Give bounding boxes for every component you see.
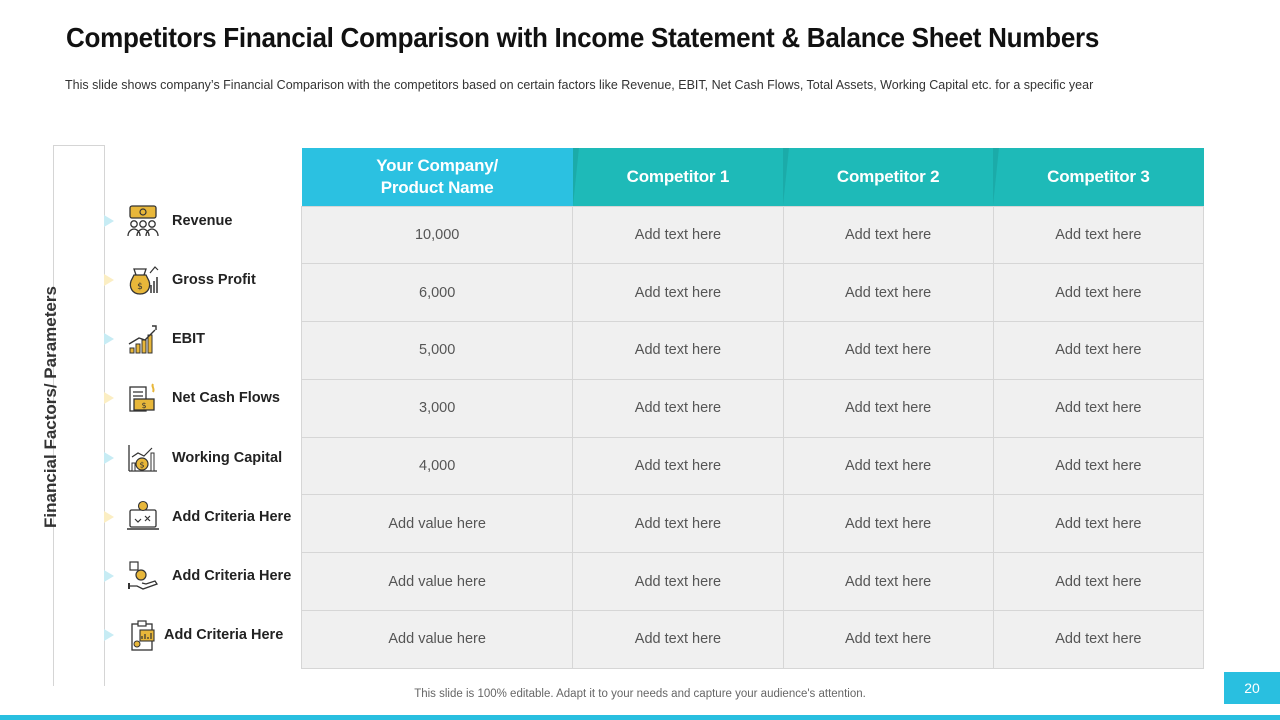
svg-text:$: $	[141, 401, 147, 410]
capital-chart-icon	[126, 441, 160, 475]
cash-flow-icon	[126, 381, 160, 415]
svg-text:$: $	[139, 460, 145, 470]
cell-your-company: 3,000	[302, 379, 573, 437]
factor-gross-profit	[100, 260, 300, 300]
page-subtitle: This slide shows company’s Financial Comparison with the competitors based on certain factors like Revenue, EBIT, Net Cash Flows, Total Assets, Working Capital etc. for a specific year	[65, 78, 1094, 92]
factors-axis-label: Financial Factors/ Parameters	[41, 286, 60, 528]
cell-competitor-1: Add text here	[573, 264, 783, 322]
page-number: 20	[1224, 672, 1280, 704]
report-icon	[126, 618, 160, 652]
cell-competitor-3: Add text here	[993, 611, 1203, 669]
cell-competitor-2: Add text here	[783, 206, 993, 264]
comparison-table	[301, 148, 1204, 669]
revenue-icon	[126, 204, 160, 238]
cell-your-company: 4,000	[302, 437, 573, 495]
factor-net-cash-flows	[100, 378, 300, 418]
factor-label: Working Capital	[172, 450, 283, 466]
factor-criteria-3	[100, 615, 300, 655]
table-row	[302, 379, 1204, 437]
cell-competitor-1: Add text here	[573, 379, 783, 437]
header-line: Product Name	[380, 177, 494, 197]
factor-ebit	[100, 319, 300, 359]
cell-competitor-2: Add text here	[783, 379, 993, 437]
factor-criteria-1	[100, 497, 300, 537]
table-header-row	[302, 148, 1204, 206]
header-your-company	[302, 148, 573, 206]
cell-competitor-2: Add text here	[783, 322, 993, 380]
header-competitor-2: Competitor 2	[783, 148, 993, 206]
table-row	[302, 322, 1204, 380]
cell-competitor-1: Add text here	[573, 553, 783, 611]
factor-label: Revenue	[172, 213, 233, 229]
table-row	[302, 553, 1204, 611]
cell-competitor-2: Add text here	[783, 553, 993, 611]
cell-competitor-3: Add text here	[993, 553, 1203, 611]
cell-your-company: Add value here	[302, 495, 573, 553]
cell-competitor-1: Add text here	[573, 611, 783, 669]
cell-competitor-3: Add text here	[993, 495, 1203, 553]
money-bag-icon	[126, 263, 160, 297]
factor-label: Net Cash Flows	[172, 390, 280, 406]
marker-icon	[104, 570, 114, 582]
factor-label: EBIT	[172, 331, 206, 347]
cell-your-company: 5,000	[302, 322, 573, 380]
cell-competitor-3: Add text here	[993, 379, 1203, 437]
cell-your-company: 10,000	[302, 206, 573, 264]
marker-icon	[104, 511, 114, 523]
table-row	[302, 264, 1204, 322]
factor-criteria-2	[100, 556, 300, 596]
table-row	[302, 495, 1204, 553]
cell-competitor-2: Add text here	[783, 264, 993, 322]
header-line: Your Company/	[376, 155, 499, 175]
cell-competitor-3: Add text here	[993, 206, 1203, 264]
cell-competitor-2: Add text here	[783, 495, 993, 553]
footer-note: This slide is 100% editable. Adapt it to your needs and capture your audience's attention.	[414, 688, 866, 700]
factor-revenue	[100, 201, 300, 241]
growth-chart-icon	[126, 322, 160, 356]
bottom-accent-bar	[0, 715, 1280, 720]
factor-working-capital	[100, 438, 300, 478]
cell-competitor-1: Add text here	[573, 495, 783, 553]
marker-icon	[104, 392, 114, 404]
marker-icon	[104, 629, 114, 641]
cell-competitor-1: Add text here	[573, 322, 783, 380]
marker-icon	[104, 274, 114, 286]
table-row	[302, 206, 1204, 264]
page-title: Competitors Financial Comparison with Income Statement & Balance Sheet Numbers	[66, 22, 1100, 53]
cell-competitor-2: Add text here	[783, 437, 993, 495]
header-competitor-3: Competitor 3	[993, 148, 1203, 206]
svg-text:$: $	[137, 282, 143, 292]
factor-label: Add Criteria Here	[164, 627, 284, 643]
cell-competitor-3: Add text here	[993, 437, 1203, 495]
marker-icon	[104, 333, 114, 345]
factor-label: Gross Profit	[172, 272, 256, 288]
marker-icon	[104, 215, 114, 227]
table-row	[302, 611, 1204, 669]
cell-competitor-1: Add text here	[573, 437, 783, 495]
table-row	[302, 437, 1204, 495]
factor-label: Add Criteria Here	[172, 509, 292, 525]
cell-your-company: 6,000	[302, 264, 573, 322]
cell-your-company: Add value here	[302, 553, 573, 611]
cell-competitor-3: Add text here	[993, 264, 1203, 322]
marker-icon	[104, 452, 114, 464]
cell-competitor-3: Add text here	[993, 322, 1203, 380]
factor-label: Add Criteria Here	[172, 568, 292, 584]
hand-coin-icon	[126, 559, 160, 593]
cell-competitor-1: Add text here	[573, 206, 783, 264]
header-competitor-1: Competitor 1	[573, 148, 783, 206]
laptop-icon	[126, 500, 160, 534]
cell-your-company: Add value here	[302, 611, 573, 669]
cell-competitor-2: Add text here	[783, 611, 993, 669]
